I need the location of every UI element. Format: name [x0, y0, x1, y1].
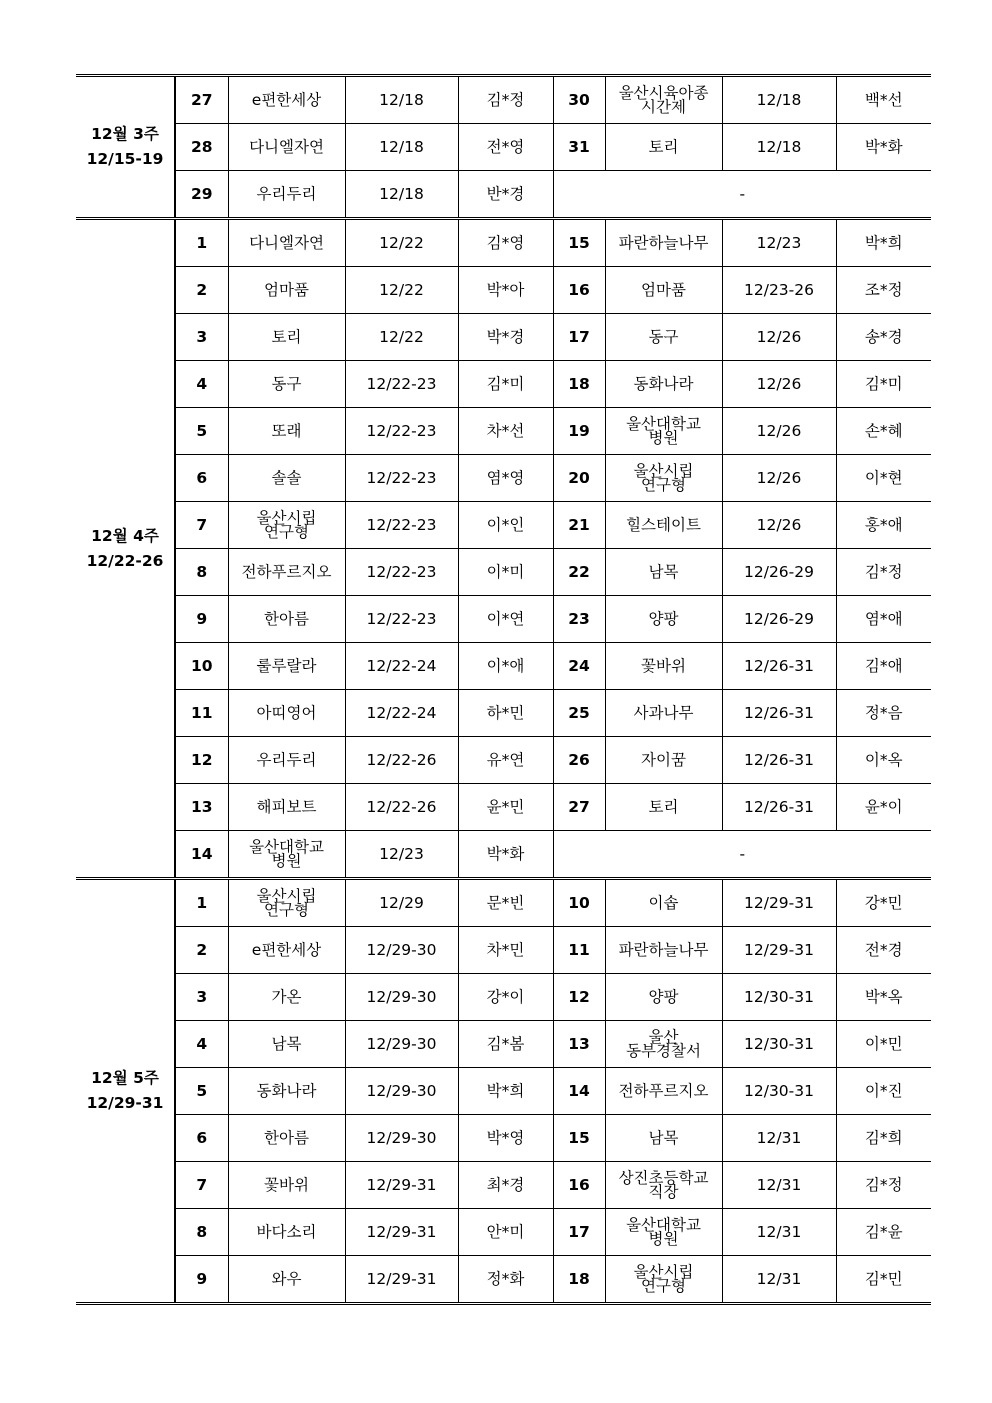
center-name: 토리 — [605, 784, 722, 831]
center-name: 꽃바위 — [605, 643, 722, 690]
person-cell: 박*아 — [458, 267, 553, 314]
date-cell: 12/29-31 — [722, 927, 836, 974]
person-cell: 박*희 — [836, 219, 931, 267]
date-cell: 12/26 — [722, 361, 836, 408]
entry-number: 17 — [553, 314, 605, 361]
entry-number: 3 — [175, 314, 228, 361]
entry-number: 5 — [175, 1068, 228, 1115]
center-name: 자이꿈 — [605, 737, 722, 784]
center-name: 엄마품 — [228, 267, 345, 314]
date-cell: 12/29-30 — [345, 927, 458, 974]
date-cell: 12/22-23 — [345, 361, 458, 408]
center-name: e편한세상 — [228, 76, 345, 124]
entry-number: 9 — [175, 596, 228, 643]
person-cell: 윤*민 — [458, 784, 553, 831]
date-cell: 12/26-31 — [722, 784, 836, 831]
center-name: 해피보트 — [228, 784, 345, 831]
person-cell: 전*경 — [836, 927, 931, 974]
date-cell: 12/22 — [345, 267, 458, 314]
date-cell: 12/29-30 — [345, 1021, 458, 1068]
person-cell: 최*경 — [458, 1162, 553, 1209]
center-name: 울산시립 연구형 — [605, 1256, 722, 1304]
date-cell: 12/26 — [722, 314, 836, 361]
person-cell: 손*혜 — [836, 408, 931, 455]
date-cell: 12/18 — [722, 124, 836, 171]
center-name: 룰루랄라 — [228, 643, 345, 690]
date-cell: 12/22-24 — [345, 643, 458, 690]
center-name: 울산대학교 병원 — [605, 408, 722, 455]
center-name: 양팡 — [605, 596, 722, 643]
table-row — [76, 314, 931, 361]
entry-number: 4 — [175, 1021, 228, 1068]
person-cell: 김*봄 — [458, 1021, 553, 1068]
table-row — [76, 690, 931, 737]
person-cell: 김*정 — [458, 76, 553, 124]
center-name: 또래 — [228, 408, 345, 455]
entry-number: 27 — [553, 784, 605, 831]
person-cell: 김*애 — [836, 643, 931, 690]
date-cell: 12/22-23 — [345, 549, 458, 596]
date-cell: 12/18 — [345, 124, 458, 171]
entry-number: 21 — [553, 502, 605, 549]
center-name: 힐스테이트 — [605, 502, 722, 549]
person-cell: 차*선 — [458, 408, 553, 455]
entry-number: 17 — [553, 1209, 605, 1256]
date-cell: 12/30-31 — [722, 974, 836, 1021]
entry-number: 31 — [553, 124, 605, 171]
date-cell: 12/22-23 — [345, 596, 458, 643]
date-cell: 12/26-29 — [722, 549, 836, 596]
person-cell: 염*영 — [458, 455, 553, 502]
date-cell: 12/30-31 — [722, 1021, 836, 1068]
table-row — [76, 76, 931, 124]
entry-number: 1 — [175, 219, 228, 267]
table-row — [76, 737, 931, 784]
table-row — [76, 219, 931, 267]
date-cell: 12/29-30 — [345, 974, 458, 1021]
person-cell: 하*민 — [458, 690, 553, 737]
person-cell: 김*미 — [458, 361, 553, 408]
date-cell: 12/31 — [722, 1209, 836, 1256]
table-row — [76, 1209, 931, 1256]
entry-number: 10 — [175, 643, 228, 690]
entry-number: 13 — [175, 784, 228, 831]
person-cell: 이*민 — [836, 1021, 931, 1068]
center-name: 동구 — [605, 314, 722, 361]
entry-number: 10 — [553, 879, 605, 927]
person-cell: 안*미 — [458, 1209, 553, 1256]
person-cell: 정*음 — [836, 690, 931, 737]
center-name: 상진초등학교 직장 — [605, 1162, 722, 1209]
week-range: 12/29-31 — [86, 1094, 164, 1112]
person-cell: 이*옥 — [836, 737, 931, 784]
center-name: 아띠영어 — [228, 690, 345, 737]
entry-number: 9 — [175, 1256, 228, 1304]
table-row — [76, 267, 931, 314]
table-row — [76, 1256, 931, 1304]
center-name: 우리두리 — [228, 737, 345, 784]
center-name: 파란하늘나무 — [605, 927, 722, 974]
table-row — [76, 549, 931, 596]
week-label: 12월 4주 — [91, 526, 159, 545]
entry-number: 16 — [553, 1162, 605, 1209]
center-name: 울산시립 연구형 — [228, 502, 345, 549]
table-row — [76, 1162, 931, 1209]
table-row — [76, 1115, 931, 1162]
person-cell: 전*영 — [458, 124, 553, 171]
person-cell: 강*민 — [836, 879, 931, 927]
table-row — [76, 784, 931, 831]
date-cell: 12/22-23 — [345, 455, 458, 502]
table-row — [76, 831, 931, 879]
center-name: 바다소리 — [228, 1209, 345, 1256]
person-cell: 박*화 — [836, 124, 931, 171]
date-cell: 12/26-31 — [722, 643, 836, 690]
person-cell: 박*경 — [458, 314, 553, 361]
person-cell: 이*미 — [458, 549, 553, 596]
date-cell: 12/29-31 — [722, 879, 836, 927]
person-cell: 김*미 — [836, 361, 931, 408]
date-cell: 12/29 — [345, 879, 458, 927]
date-cell: 12/22-23 — [345, 502, 458, 549]
table-row — [76, 1068, 931, 1115]
week-label: 12월 3주 — [91, 125, 159, 143]
entry-number: 2 — [175, 927, 228, 974]
person-cell: 유*연 — [458, 737, 553, 784]
date-cell: 12/26 — [722, 455, 836, 502]
center-name: 엄마품 — [605, 267, 722, 314]
person-cell: 김*정 — [836, 1162, 931, 1209]
date-cell: 12/29-31 — [345, 1256, 458, 1304]
entry-number: 22 — [553, 549, 605, 596]
table-row — [76, 408, 931, 455]
entry-number: 12 — [175, 737, 228, 784]
week-label-cell — [76, 879, 175, 1304]
center-name: 사과나무 — [605, 690, 722, 737]
person-cell: 이*연 — [458, 596, 553, 643]
entry-number: 16 — [553, 267, 605, 314]
table-row — [76, 124, 931, 171]
entry-number: 4 — [175, 361, 228, 408]
date-cell: 12/31 — [722, 1256, 836, 1304]
person-cell: 문*빈 — [458, 879, 553, 927]
entry-number: 15 — [553, 1115, 605, 1162]
date-cell: 12/29-31 — [345, 1162, 458, 1209]
entry-number: 8 — [175, 1209, 228, 1256]
center-name: 토리 — [605, 124, 722, 171]
entry-number: 18 — [553, 361, 605, 408]
center-name: 동화나라 — [605, 361, 722, 408]
person-cell: 김*영 — [458, 219, 553, 267]
center-name: 동구 — [228, 361, 345, 408]
center-name: 남목 — [605, 549, 722, 596]
center-name: 남목 — [605, 1115, 722, 1162]
table-row — [76, 643, 931, 690]
entry-number: 28 — [175, 124, 228, 171]
date-cell: 12/22-26 — [345, 737, 458, 784]
person-cell: 박*희 — [458, 1068, 553, 1115]
entry-number: 24 — [553, 643, 605, 690]
center-name: 파란하늘나무 — [605, 219, 722, 267]
date-cell: 12/22-23 — [345, 408, 458, 455]
table-row — [76, 974, 931, 1021]
entry-number: 20 — [553, 455, 605, 502]
table-row — [76, 455, 931, 502]
person-cell: 백*선 — [836, 76, 931, 124]
entry-number: 6 — [175, 1115, 228, 1162]
entry-number: 11 — [553, 927, 605, 974]
entry-number: 12 — [553, 974, 605, 1021]
entry-number: 7 — [175, 1162, 228, 1209]
center-name: 가온 — [228, 974, 345, 1021]
person-cell: 김*윤 — [836, 1209, 931, 1256]
date-cell: 12/30-31 — [722, 1068, 836, 1115]
person-cell: 홍*애 — [836, 502, 931, 549]
table-row — [76, 171, 931, 219]
week-label: 12월 5주 — [91, 1069, 159, 1087]
table-row — [76, 879, 931, 927]
person-cell: 이*진 — [836, 1068, 931, 1115]
date-cell: 12/31 — [722, 1115, 836, 1162]
date-cell: 12/31 — [722, 1162, 836, 1209]
center-name: 우리두리 — [228, 171, 345, 219]
table-row — [76, 361, 931, 408]
table-row — [76, 1021, 931, 1068]
entry-number: 8 — [175, 549, 228, 596]
center-name: 솔솔 — [228, 455, 345, 502]
table-row — [76, 502, 931, 549]
week-label-cell — [76, 219, 175, 879]
person-cell: 정*화 — [458, 1256, 553, 1304]
date-cell: 12/26-29 — [722, 596, 836, 643]
date-cell: 12/22 — [345, 219, 458, 267]
date-cell: 12/18 — [722, 76, 836, 124]
date-cell: 12/29-30 — [345, 1115, 458, 1162]
entry-number: 3 — [175, 974, 228, 1021]
center-name: 울산시립 연구형 — [228, 879, 345, 927]
person-cell: 박*옥 — [836, 974, 931, 1021]
center-name: 울산시육아종 시간제 — [605, 76, 722, 124]
person-cell: 조*정 — [836, 267, 931, 314]
person-cell: 반*경 — [458, 171, 553, 219]
table-row — [76, 927, 931, 974]
center-name: 한아름 — [228, 1115, 345, 1162]
center-name: 울산시립 연구형 — [605, 455, 722, 502]
center-name: 전하푸르지오 — [228, 549, 345, 596]
person-cell: 박*영 — [458, 1115, 553, 1162]
entry-number: 13 — [553, 1021, 605, 1068]
entry-number: 27 — [175, 76, 228, 124]
person-cell: 윤*이 — [836, 784, 931, 831]
date-cell: 12/26 — [722, 502, 836, 549]
week-label-cell — [76, 76, 175, 219]
date-cell: 12/22-26 — [345, 784, 458, 831]
person-cell: 김*정 — [836, 549, 931, 596]
date-cell: 12/23 — [722, 219, 836, 267]
person-cell: 강*이 — [458, 974, 553, 1021]
entry-number: 18 — [553, 1256, 605, 1304]
empty-dash-cell: - — [553, 831, 931, 879]
center-name: 전하푸르지오 — [605, 1068, 722, 1115]
entry-number: 14 — [553, 1068, 605, 1115]
person-cell: 송*경 — [836, 314, 931, 361]
entry-number: 14 — [175, 831, 228, 879]
week-range: 12/22-26 — [86, 551, 164, 570]
person-cell: 박*화 — [458, 831, 553, 879]
empty-dash-cell: - — [553, 171, 931, 219]
center-name: 울산대학교 병원 — [228, 831, 345, 879]
entry-number: 23 — [553, 596, 605, 643]
entry-number: 29 — [175, 171, 228, 219]
center-name: 울산대학교 병원 — [605, 1209, 722, 1256]
date-cell: 12/29-30 — [345, 1068, 458, 1115]
schedule-table — [76, 74, 931, 1305]
center-name: 꽃바위 — [228, 1162, 345, 1209]
center-name: 한아름 — [228, 596, 345, 643]
person-cell: 차*민 — [458, 927, 553, 974]
person-cell: 염*애 — [836, 596, 931, 643]
date-cell: 12/23 — [345, 831, 458, 879]
table-row — [76, 596, 931, 643]
entry-number: 30 — [553, 76, 605, 124]
entry-number: 19 — [553, 408, 605, 455]
entry-number: 1 — [175, 879, 228, 927]
person-cell: 김*희 — [836, 1115, 931, 1162]
center-name: 남목 — [228, 1021, 345, 1068]
date-cell: 12/29-31 — [345, 1209, 458, 1256]
person-cell: 이*인 — [458, 502, 553, 549]
center-name: 울산 동부경찰서 — [605, 1021, 722, 1068]
date-cell: 12/18 — [345, 76, 458, 124]
center-name: 다니엘자연 — [228, 219, 345, 267]
entry-number: 26 — [553, 737, 605, 784]
center-name: 다니엘자연 — [228, 124, 345, 171]
center-name: 동화나라 — [228, 1068, 345, 1115]
entry-number: 2 — [175, 267, 228, 314]
entry-number: 7 — [175, 502, 228, 549]
date-cell: 12/18 — [345, 171, 458, 219]
center-name: e편한세상 — [228, 927, 345, 974]
entry-number: 5 — [175, 408, 228, 455]
center-name: 이솝 — [605, 879, 722, 927]
center-name: 와우 — [228, 1256, 345, 1304]
center-name: 토리 — [228, 314, 345, 361]
week-range: 12/15-19 — [86, 150, 164, 168]
person-cell: 이*애 — [458, 643, 553, 690]
center-name: 양팡 — [605, 974, 722, 1021]
entry-number: 15 — [553, 219, 605, 267]
schedule-body — [76, 76, 931, 1304]
date-cell: 12/26 — [722, 408, 836, 455]
entry-number: 25 — [553, 690, 605, 737]
person-cell: 김*민 — [836, 1256, 931, 1304]
date-cell: 12/22 — [345, 314, 458, 361]
date-cell: 12/23-26 — [722, 267, 836, 314]
date-cell: 12/26-31 — [722, 737, 836, 784]
date-cell: 12/22-24 — [345, 690, 458, 737]
date-cell: 12/26-31 — [722, 690, 836, 737]
entry-number: 6 — [175, 455, 228, 502]
entry-number: 11 — [175, 690, 228, 737]
person-cell: 이*현 — [836, 455, 931, 502]
